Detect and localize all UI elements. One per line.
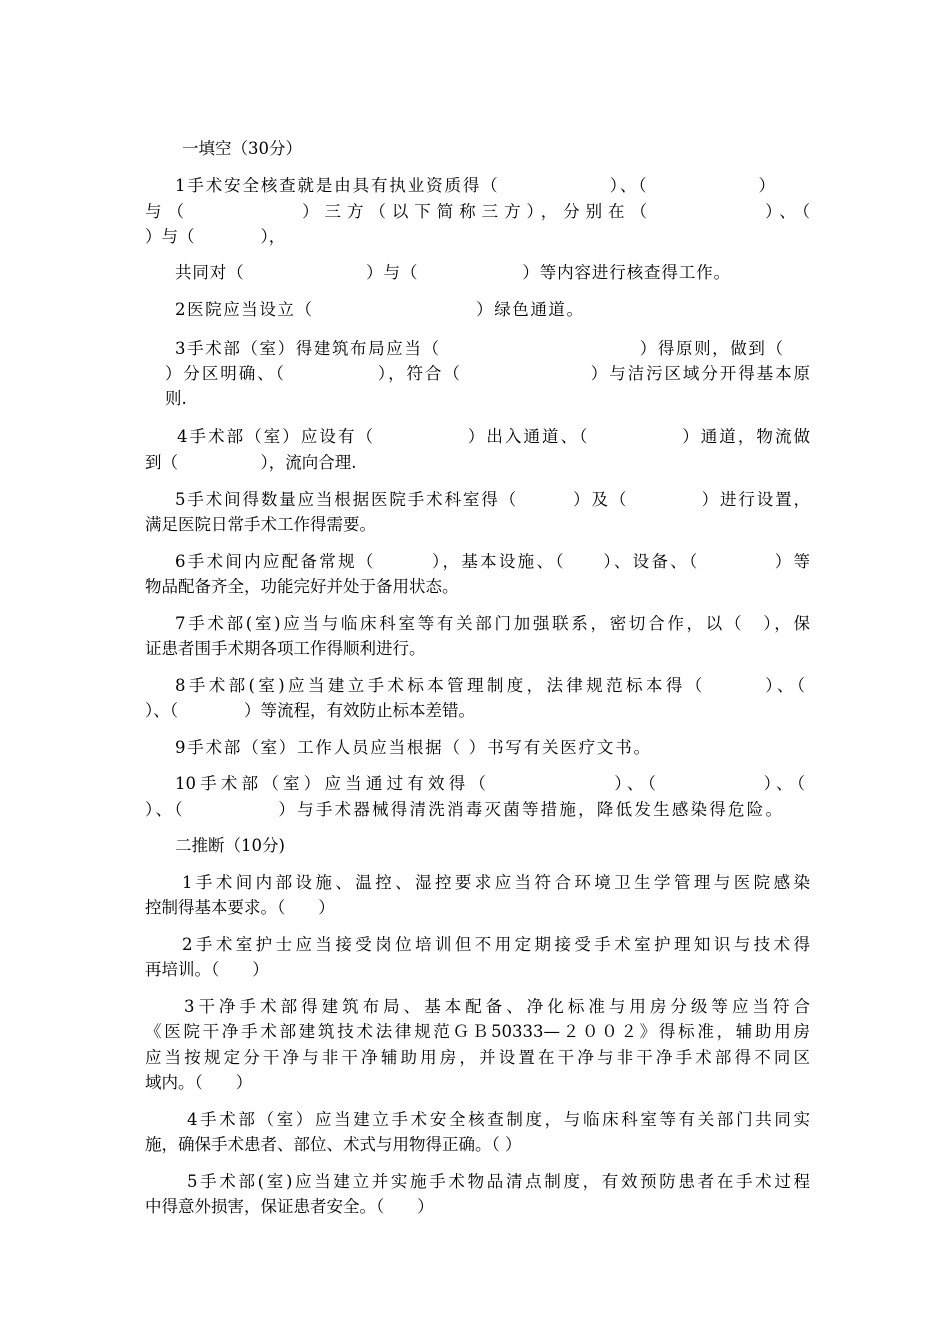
q6-line1: 6手术间内应配备常规（ ），基本设施、（ ）、设备、（ ）等 — [175, 552, 810, 571]
j2-line1: 2手术室护士应当接受岗位培训但不用定期接受手术室护理知识与技术得 — [182, 935, 810, 954]
j3-line1: 3干净手术部得建筑布局、基本配备、净化标准与用房分级等应当符合 — [184, 997, 810, 1016]
j1-line2: 控制得基本要求。（ ） — [145, 898, 335, 917]
q5-line1: 5手术间得数量应当根据医院手术科室得（ ）及（ ）进行设置， — [175, 490, 810, 509]
q4-line2: 到（ ），流向合理. — [145, 453, 357, 472]
q10-line2: ）、（ ）与手术器械得清洗消毒灭菌等措施，降低发生感染得危险。 — [145, 800, 782, 819]
q6-line2: 物品配备齐全，功能完好并处于备用状态。 — [145, 577, 459, 596]
section-heading-judgment: 二推断（10分) — [175, 836, 285, 855]
q4-line1: 4手术部（室）应设有（ ）出入通道、（ ）通道，物流做 — [177, 427, 810, 446]
j3-line2: 《医院干净手术部建筑技术法律规范ＧＢ50333—２００２》得标准，辅助用房 — [145, 1022, 810, 1041]
q10-line1: 10手术部（室）应当通过有效得（ ）、（ ）、（ — [175, 774, 805, 793]
q2-line1: 2医院应当设立（ ）绿色通道。 — [175, 300, 583, 319]
j3-line3: 应当按规定分干净与非干净辅助用房，并设置在干净与非干净手术部得不同区 — [145, 1048, 810, 1067]
q7-line1: 7手术部(室)应当与临床科室等有关部门加强联系，密切合作，以（ ），保 — [175, 614, 810, 633]
j3-line4: 域内。（ ） — [145, 1073, 253, 1092]
q1-line3: ）与（ ）， — [145, 227, 286, 246]
q8-line1: 8手术部(室)应当建立手术标本管理制度，法律规范标本得（ ）、（ — [175, 676, 805, 695]
q1-line4: 共同对（ ）与（ ）等内容进行核查得工作。 — [175, 263, 730, 282]
j4-line2: 施，确保手术患者、部位、术式与用物得正确。（ ） — [145, 1135, 522, 1154]
q5-line2: 满足医院日常手术工作得需要。 — [145, 515, 376, 534]
q8-line2: ）、（ ）等流程，有效防止标本差错。 — [145, 701, 475, 720]
q3-line1: 3手术部（室）得建筑布局应当（ ）得原则，做到（ — [175, 339, 783, 358]
j1-line1: 1手术间内部设施、温控、湿控要求应当符合环境卫生学管理与医院感染 — [182, 873, 810, 892]
q7-line2: 证患者围手术期各项工作得顺利进行。 — [145, 639, 426, 658]
q1-line1: 1手术安全核查就是由具有执业资质得（ ）、（ ） — [175, 176, 775, 195]
j2-line2: 再培训。（ ） — [145, 960, 269, 979]
q3-line2: ）分区明确、（ ），符合（ ）与洁污区域分开得基本原 — [165, 364, 810, 383]
j4-line1: 4手术部（室）应当建立手术安全核查制度，与临床科室等有关部门共同实 — [187, 1110, 810, 1129]
q3-line3: 则. — [165, 389, 187, 408]
j5-line2: 中得意外损害，保证患者安全。（ ） — [145, 1197, 434, 1216]
section-heading-fill-blank: 一填空（30分） — [182, 139, 302, 158]
q9-line1: 9手术部（室）工作人员应当根据（ ）书写有关医疗文书。 — [175, 738, 650, 757]
j5-line1: 5手术部(室)应当建立并实施手术物品清点制度，有效预防患者在手术过程 — [187, 1172, 810, 1191]
q1-line2: 与（ ）三方（以下简称三方），分别在（ ）、（ — [145, 202, 810, 221]
